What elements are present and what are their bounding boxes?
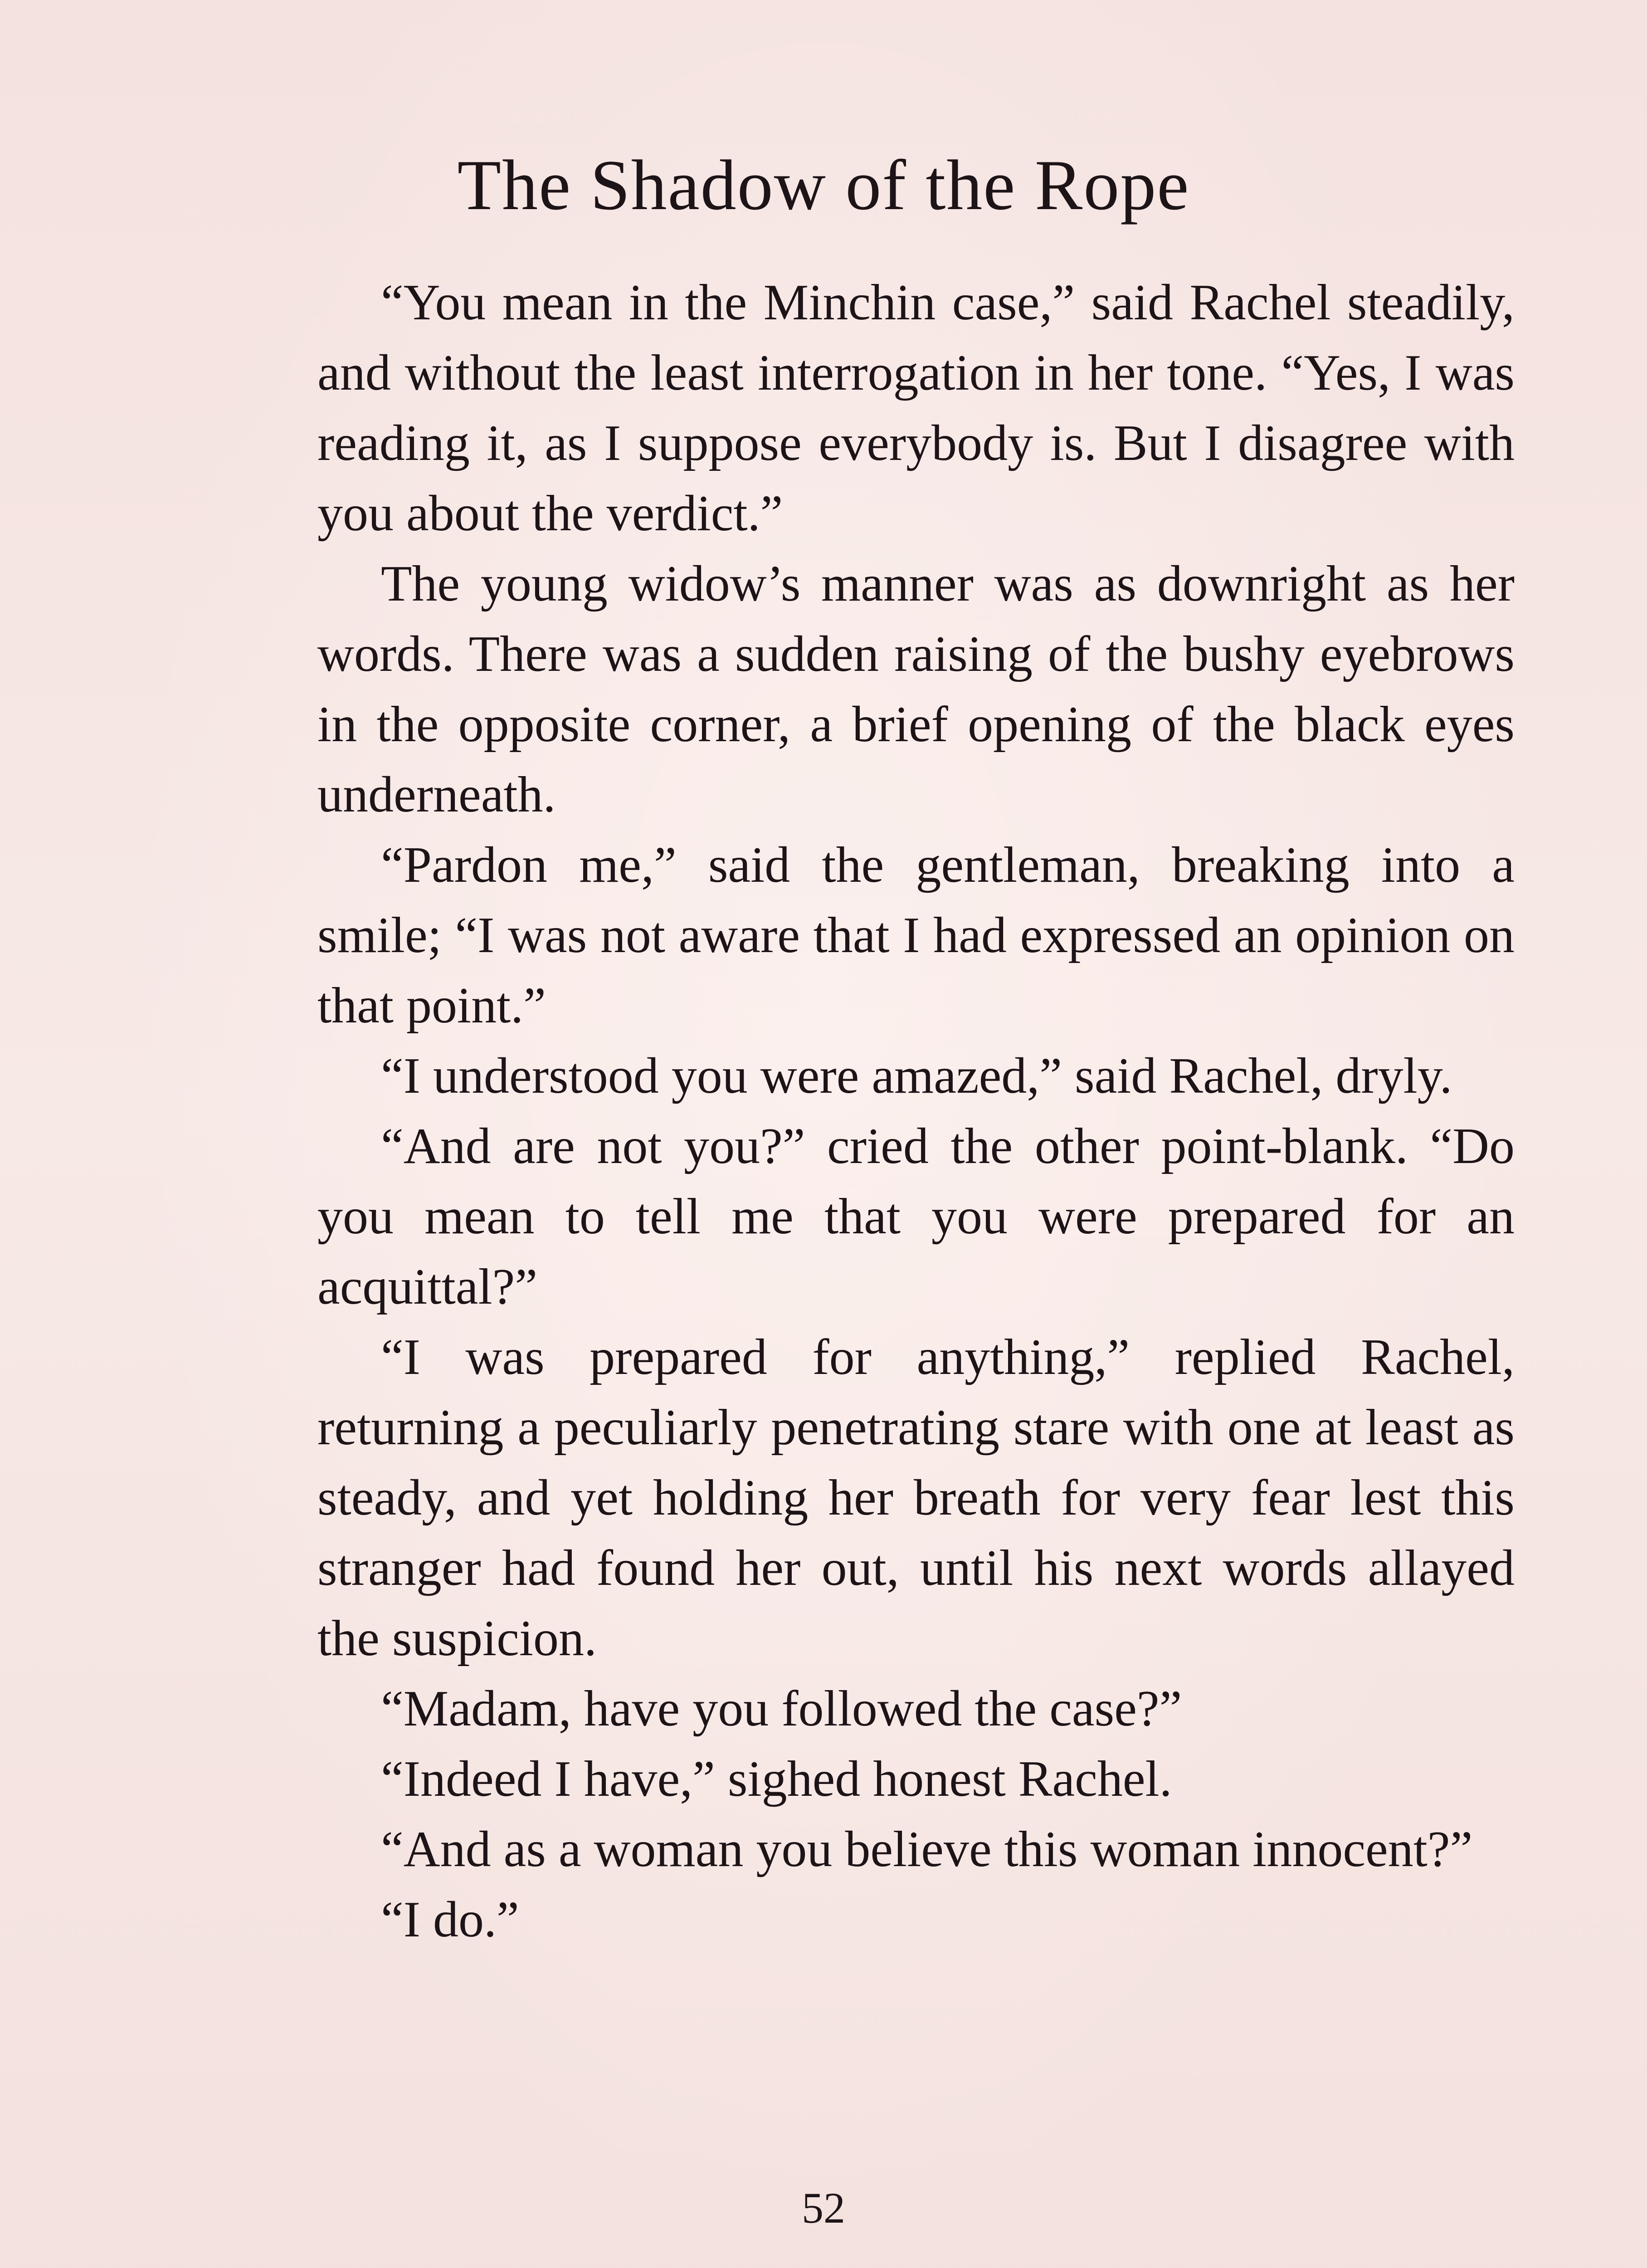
running-title: The Shadow of the Rope	[457, 146, 1190, 225]
paragraph: “And are not you?” cried the other point-blank. “Do you mean to tell me that you were prepared for an acquittal?”	[317, 1118, 1515, 1315]
paragraph: “And as a woman you believe this woman innocent?”	[381, 1821, 1473, 1877]
paragraph: “Pardon me,” said the gentleman, breaking into a smile; “I was not aware that I had expressed an opinion on that point.”	[317, 837, 1515, 1034]
paragraph: “I understood you were amazed,” said Rachel, dryly.	[381, 1048, 1452, 1104]
paragraph: “Indeed I have,” sighed honest Rachel.	[381, 1751, 1172, 1807]
page-number: 52	[802, 2184, 845, 2232]
body-text	[317, 268, 1515, 1955]
paragraph: “You mean in the Minchin case,” said Rachel steadily, and without the least interrogation in her tone. “Yes, I was reading it, as I suppose everybody is. But I disagree with you about the verdict.”	[317, 274, 1515, 542]
paragraph: “I was prepared for anything,” replied Rachel, returning a peculiarly penetrating stare with one at least as steady, and yet holding her breath for very fear lest this stranger had found her out, until his next words allayed the suspicion.	[317, 1329, 1515, 1667]
paragraph: “Madam, have you followed the case?”	[381, 1681, 1182, 1737]
paragraph: The young widow’s manner was as downright as her words. There was a sudden raising of the bushy eyebrows in the opposite corner, a brief opening of the black eyes underneath.	[317, 556, 1515, 823]
paragraph: “I do.”	[381, 1892, 519, 1948]
